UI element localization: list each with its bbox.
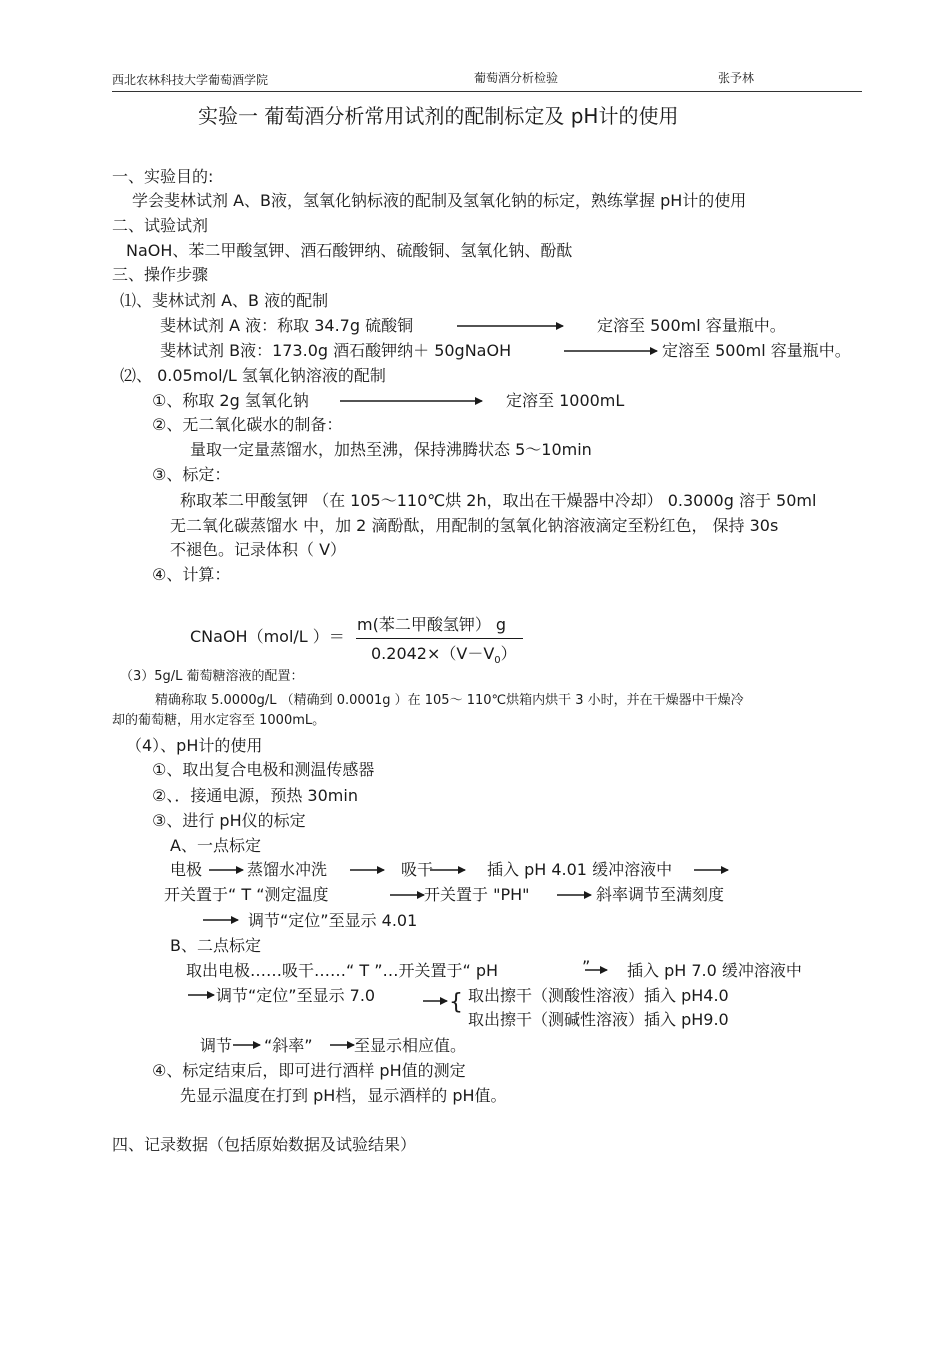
two-point-display: 至显示相应值。 <box>354 1036 467 1055</box>
single-point-heading: A、一点标定 <box>170 836 261 855</box>
page-title: 实验一 葡萄酒分析常用试剂的配制标定及 pH计的使用 <box>198 104 679 128</box>
part-3-heading: （3）5g/L 葡萄糖溶液的配置： <box>120 669 304 684</box>
single-point-switch-t: 开关置于“ T “测定温度 <box>164 885 329 904</box>
glucose-line-1: 精确称取 5.0000g/L （精确到 0.0001g ）在 105～ 110℃烘箱内烘干 3 小时，并在干燥器中干燥冷 <box>155 693 744 708</box>
formula-lhs: CNaOH（mol/L ）＝ <box>190 627 345 646</box>
fehling-b-left: 斐林试剂 B液：173.0g 酒石酸钾纳＋ 50gNaOH <box>160 341 512 360</box>
naoh-step-1-left: ①、称取 2g 氢氧化钠 <box>152 391 309 410</box>
part-4-heading: （4）、pH计的使用 <box>126 736 263 755</box>
fehling-a-left: 斐林试剂 A 液：称取 34.7g 硫酸铜 <box>160 316 414 335</box>
part-2-heading: ⑵、 0.05mol/L 氢氧化钠溶液的配制 <box>120 366 386 385</box>
formula-denominator: $0.2042\times(V-V_0)$ <box>371 644 517 667</box>
two-point-line-1: 取出电极……吸干……“ T ”…开关置于“ pH <box>186 961 499 980</box>
two-point-base: 取出擦干（测碱性溶液）插入 pH9.0 <box>468 1010 729 1029</box>
ph-step-4-text: 先显示温度在打到 pH档，显示酒样的 pH值。 <box>180 1086 507 1105</box>
section-2-heading: 二、试验试剂 <box>112 216 209 235</box>
section-3-heading: 三、操作步骤 <box>112 265 209 284</box>
single-point-switch-ph: 开关置于 "PH" <box>424 885 530 904</box>
glucose-line-2: 却的葡萄糖，用水定容至 1000mL。 <box>112 713 326 728</box>
fehling-a-right: 定溶至 500ml 容量瓶中。 <box>597 316 786 335</box>
single-point-locate: 调节“定位”至显示 4.01 <box>248 911 418 930</box>
naoh-step-3-line-2: 无二氧化碳蒸馏水 中，加 2 滴酚酞，用配制的氢氧化钠溶液滴定至粉红色， 保持 30s <box>170 516 779 535</box>
two-point-locate: 调节“定位”至显示 7.0 <box>216 986 376 1005</box>
section-2-text: NaOH、苯二甲酸氢钾、酒石酸钾纳、硫酸铜、氢氧化钠、酚酞 <box>126 241 573 260</box>
formula-numerator: m(苯二甲酸氢钾） g <box>357 615 507 634</box>
ph-step-4: ④、标定结束后，即可进行酒样 pH值的测定 <box>152 1061 466 1080</box>
two-point-brace: { <box>449 990 463 1015</box>
two-point-insert: 插入 pH 7.0 缓冲溶液中 <box>627 961 802 980</box>
naoh-step-4: ④、计算： <box>152 565 231 584</box>
two-point-quote: ” <box>582 957 591 976</box>
section-1-heading: 一、实验目的: <box>112 167 214 186</box>
naoh-step-3-line-1: 称取苯二甲酸氢钾 （在 105～110℃烘 2h，取出在干燥器中冷却） 0.3000g 溶于 50ml <box>180 491 817 510</box>
header-school: 西北农林科技大学葡萄酒学院 <box>112 73 269 87</box>
fehling-b-right: 定溶至 500ml 容量瓶中。 <box>662 341 851 360</box>
single-point-insert: 插入 pH 4.01 缓冲溶液中 <box>487 860 673 879</box>
section-1-text: 学会斐林试剂 A、B液，氢氧化钠标液的配制及氢氧化钠的标定，熟练掌握 pH计的使用 <box>132 191 747 210</box>
naoh-step-1-right: 定溶至 1000mL <box>506 391 625 410</box>
ph-step-3: ③、进行 pH仪的标定 <box>152 811 306 830</box>
two-point-heading: B、二点标定 <box>170 936 261 955</box>
naoh-step-2-text: 量取一定量蒸馏水，加热至沸，保持沸腾状态 5～10min <box>190 440 592 459</box>
section-4-heading: 四、记录数据（包括原始数据及试验结果） <box>112 1135 417 1154</box>
header-course: 葡萄酒分析检验 <box>474 71 559 85</box>
part-1-heading: ⑴、斐林试剂 A、B 液的配制 <box>120 291 329 310</box>
ph-step-1: ①、取出复合电极和测温传感器 <box>152 760 375 779</box>
single-point-electrode: 电极 <box>170 860 203 879</box>
two-point-acid: 取出擦干（测酸性溶液）插入 pH4.0 <box>468 986 729 1005</box>
naoh-step-2: ②、无二氧化碳水的制备： <box>152 415 343 434</box>
single-point-rinse: 蒸馏水冲洗 <box>247 860 328 879</box>
single-point-dry: 吸干 <box>401 860 434 879</box>
header-author: 张予林 <box>718 71 755 85</box>
single-point-slope: 斜率调节至满刻度 <box>596 885 725 904</box>
two-point-slope: “斜率” <box>264 1036 313 1055</box>
naoh-step-3: ③、标定： <box>152 465 231 484</box>
two-point-adjust: 调节 <box>200 1036 233 1055</box>
ph-step-2: ②、．接通电源，预热 30min <box>152 786 358 805</box>
naoh-step-3-line-3: 不褪色。记录体积（ V） <box>170 540 347 559</box>
